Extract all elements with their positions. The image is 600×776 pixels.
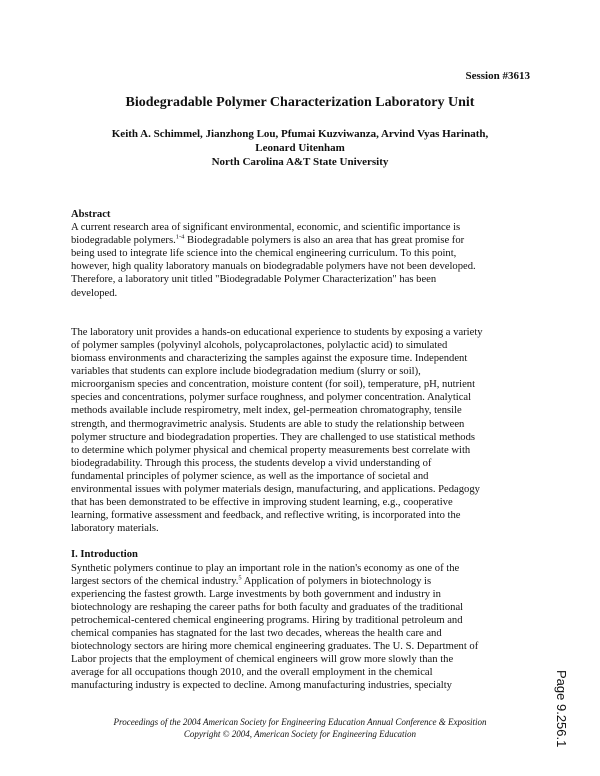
text-line: manufacturing industry is expected to decline. Among manufacturing industries, specialty [71, 680, 452, 692]
text-line: polymer structure and biodegradation properties. They are challenged to use statistical methods [71, 431, 476, 443]
text-line: species and concentrations, polymer surface roughness, and polymer concentration. Analytical [71, 392, 472, 404]
paper-title: Biodegradable Polymer Characterization Laboratory Unit [125, 95, 475, 110]
footer-copyright: Copyright © 2004, American Society for Engineering Education [183, 729, 417, 739]
body-text [71, 208, 533, 692]
author-block [60, 127, 540, 169]
session-number: Session #3613 [465, 70, 530, 82]
introduction-heading: I. Introduction [71, 549, 138, 561]
text-line: biodegradability. Through this process, the students develop a vivid understanding of [71, 457, 432, 469]
abstract-heading: Abstract [71, 209, 111, 220]
text-line: Labor projects that the employment of chemical engineers will grow more slowly than the [71, 654, 454, 666]
text-line: Therefore, a laboratory unit titled "Biodegradable Polymer Characterization" has been [71, 274, 437, 286]
page-number: Page 9.256.1 [554, 670, 569, 748]
text-line: biomass environments and characterizing the samples against the exposure time. Independent [71, 353, 468, 365]
text-line: however, high quality laboratory manuals on biodegradable polymers have not been developed. [71, 261, 476, 273]
text-line: that has been demonstrated to be effective in improving student learning, e.g., cooperative [71, 497, 453, 509]
citation-superscript: 5 [238, 574, 242, 582]
text-line: learning, formative assessment and feedback, and reflective writing, is incorporated into the [71, 510, 461, 522]
text-line: environmental issues with polymer materials design, manufacturing, and applications. Pedagogy [71, 483, 480, 495]
text-line: average for all occupations though 2010, and the overall employment in the chemical [71, 667, 433, 679]
text-line: A current research area of significant environmental, economic, and scientific importance is [71, 222, 461, 234]
text-line: chemical companies has stagnated for the last two decades, whereas the health care and [71, 628, 442, 639]
text-line: Synthetic polymers continue to play an important role in the nation's economy as one of the [71, 562, 460, 574]
text-line: biodegradable polymers.$^{1-4}$ Biodegradable polymers is also an area that has great promise for [71, 233, 465, 247]
text-line: experiencing the fastest growth. Large investments by both government and industry in [71, 588, 441, 600]
citation-superscript: 1-4 [175, 233, 185, 241]
introduction-paragraph [71, 562, 533, 693]
text-line: variables that students can explore include biodegradation medium (slurry or soil), [71, 366, 421, 378]
abstract-paragraph-1 [71, 221, 533, 300]
text-line: biotechnology are reshaping the career paths for both faculty and graduates of the traditional [71, 601, 464, 613]
author-names: Keith A. Schimmel, Jianzhong Lou, Pfumai Kuzviwanza, Arvind Vyas Harinath, [111, 128, 489, 140]
footer [0, 716, 600, 740]
text-line: microorganism species and concentration, moisture content (for soil), temperature, pH, nutrient [71, 379, 476, 391]
text-line: petrochemical-centered chemical engineering programs. Hiring by traditional petroleum and [71, 614, 463, 626]
text-line: largest sectors of the chemical industry.$^5$ Application of polymers in biotechnology is [71, 574, 432, 587]
affiliation: North Carolina A&T State University [211, 156, 389, 168]
footer-proceedings: Proceedings of the 2004 American Society for Engineering Education Annual Conference & Exposition [113, 717, 487, 727]
text-line: biotechnology sectors are hiring more chemical engineering graduates. The U. S. Department of [71, 641, 479, 653]
author-names-cont: Leonard Uitenham [255, 142, 345, 154]
text-line: strength, and thermogravimetric analysis. Students are able to study the relationship between [71, 418, 465, 430]
text-line: The laboratory unit provides a hands-on educational experience to students by exposing a variety [71, 326, 483, 338]
text-line: fundamental principles of polymer science, as well as the importance of societal and [71, 470, 429, 482]
text-line: being used to integrate life science into the chemical engineering curriculum. To this point, [71, 248, 457, 260]
text-line: developed. [71, 287, 118, 299]
text-line: methods available include respirometry, melt index, gel-permeation chromatography, tensile [71, 405, 462, 417]
abstract-paragraph-2 [71, 326, 533, 536]
text-line: of polymer samples (polyvinyl alcohols, polycaprolactones, polylactic acid) to simulated [71, 339, 448, 351]
text-line: to determine which polymer physical and chemical property measurements best correlate with [71, 444, 471, 456]
text-line: laboratory materials. [71, 523, 159, 535]
